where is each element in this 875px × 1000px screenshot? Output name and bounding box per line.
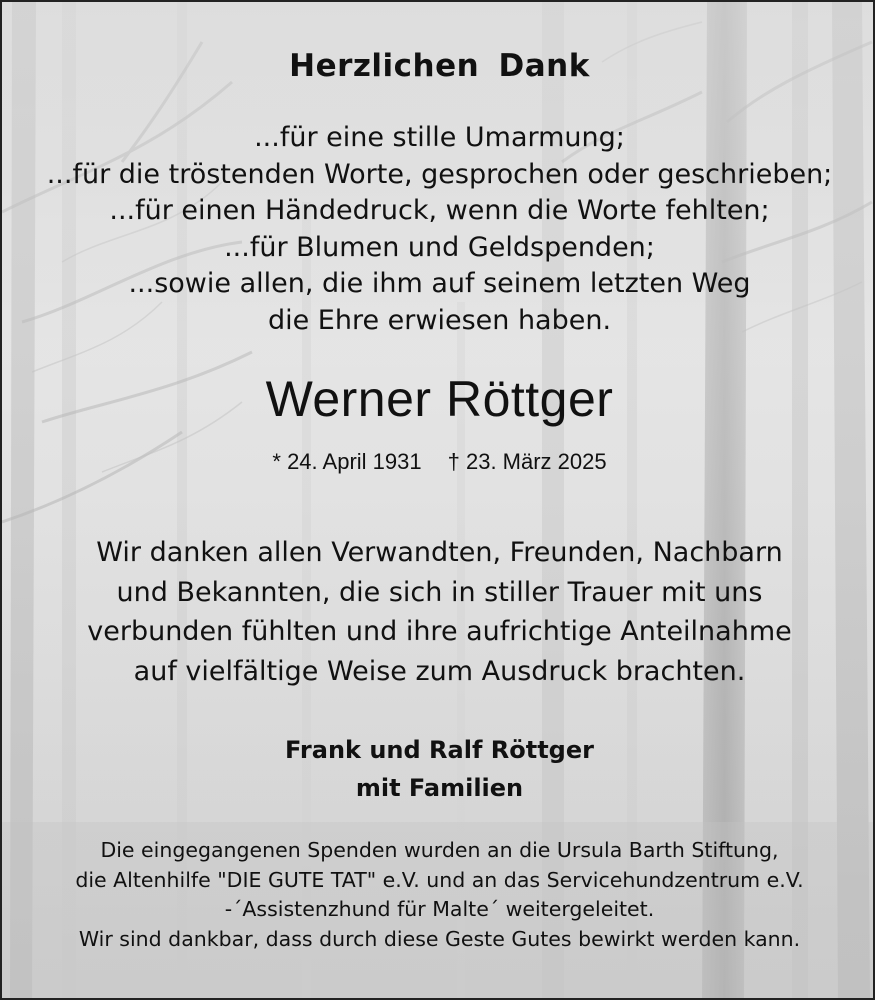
thanks-list: [2, 120, 875, 339]
message-line: auf vielfältige Weise zum Ausdruck brachten.: [133, 655, 746, 687]
family-signature: [2, 731, 875, 807]
message-line: Wir danken allen Verwandten, Freunden, Nachbarn: [96, 537, 783, 568]
thanks-line: ...für Blumen und Geldspenden;: [224, 231, 655, 263]
thanks-line: ...für einen Händedruck, wenn die Worte fehlten;: [109, 195, 770, 226]
gratitude-message: [2, 533, 875, 691]
heading-title: Herzlichen Dank: [289, 48, 590, 84]
family-line: Frank und Ralf Röttger: [285, 736, 594, 764]
thanks-line: ...für die tröstenden Worte, gesprochen oder geschrieben;: [46, 158, 833, 190]
thanks-line: ...für eine stille Umarmung;: [254, 122, 625, 153]
donation-line: Wir sind dankbar, dass durch diese Geste Gutes bewirkt werden kann.: [78, 926, 801, 951]
deceased-name: Werner Röttger: [265, 371, 614, 427]
message-line: verbunden fühlten und ihre aufrichtige Anteilnahme: [87, 616, 792, 647]
message-line: und Bekannten, die sich in stiller Trauer mit uns: [116, 576, 763, 608]
life-dates: [2, 449, 875, 475]
thanks-line: die Ehre erwiesen haben.: [267, 304, 612, 336]
donation-line: -´Assistenzhund für Malte´ weitergeleitet.: [224, 897, 655, 921]
family-line: mit Familien: [355, 774, 524, 802]
obituary-content: [2, 2, 875, 1000]
thanks-line: ...sowie allen, die ihm auf seinem letzten Weg: [128, 268, 751, 299]
donation-line: die Altenhilfe "DIE GUTE TAT" e.V. und an das Servicehundzentrum e.V.: [75, 867, 804, 892]
donation-note: [2, 836, 875, 954]
donation-line: Die eingegangenen Spenden wurden an die Ursula Barth Stiftung,: [100, 838, 779, 862]
death-date: † 23. März 2025: [447, 449, 607, 474]
birth-date: * 24. April 1931: [272, 449, 422, 474]
